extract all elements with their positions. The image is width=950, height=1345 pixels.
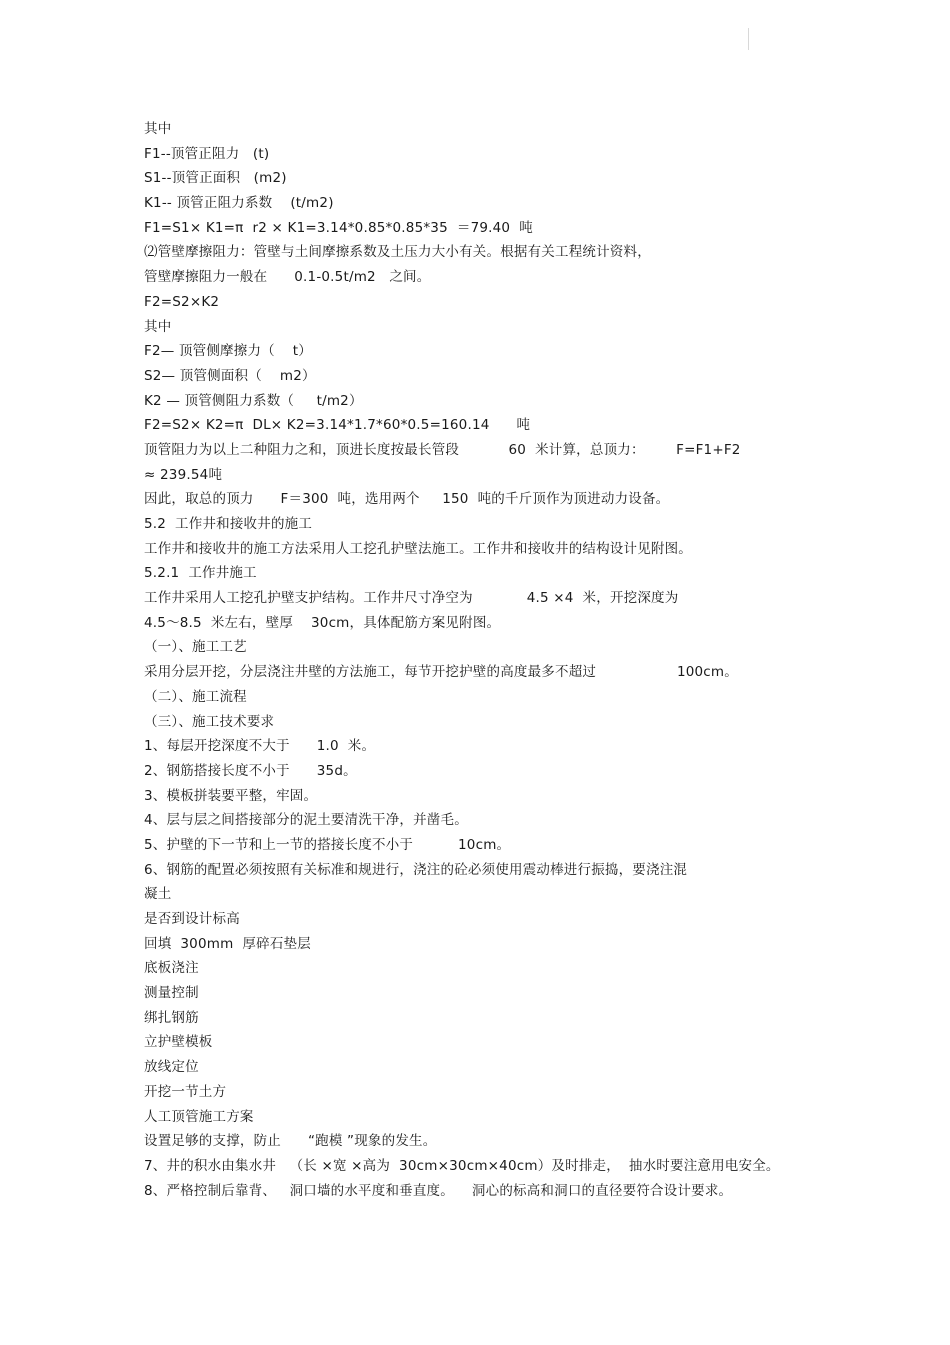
list-item: 3、模板拼装要平整，牢固。 <box>144 787 318 804</box>
text-line: 工作井采用人工挖孔护壁支护结构。工作井尺寸净空为 4.5 ×4 米，开挖深度为 <box>144 590 679 607</box>
section-heading: 5.2.1 工作井施工 <box>144 565 257 582</box>
list-item: 5、护壁的下一节和上一节的搭接长度不小于 10cm。 <box>144 836 511 853</box>
text-line: 人工顶管施工方案 <box>144 1108 254 1125</box>
list-item: 8、严格控制后靠背、 洞口墙的水平度和垂直度。 洞心的标高和洞口的直径要符合设计要求。 <box>144 1182 733 1199</box>
text-line: F2— 顶管侧摩擦力（ t） <box>144 343 313 360</box>
page-corner-mark <box>748 28 749 50</box>
flow-step: 开挖一节土方 <box>144 1083 227 1100</box>
subsection-heading: （二）、施工流程 <box>144 688 247 705</box>
section-heading: 5.2 工作井和接收井的施工 <box>144 516 313 532</box>
list-item: 4、层与层之间搭接部分的泥土要清洗干净，并凿毛。 <box>144 812 468 829</box>
text-line: K1-- 顶管正阻力系数 (t/m2) <box>144 195 334 212</box>
formula-line: F2=S2× K2=π DL× K2=3.14*1.7*60*0.5=160.14 吨 <box>144 417 531 434</box>
list-item: 7、井的积水由集水井 （长 ×宽 ×高为 30cm×30cm×40cm）及时排走， 抽水时要注意用电安全。 <box>144 1157 780 1174</box>
list-item: 6、钢筋的配置必须按照有关标准和规进行，浇注的砼必须使用震动棒进行振捣，要浇注混 <box>144 861 688 878</box>
flow-step: 放线定位 <box>144 1059 199 1076</box>
text-line: ≈ 239.54吨 <box>144 466 223 483</box>
formula-line: F2=S2×K2 <box>144 293 220 310</box>
text-line: K2 — 顶管侧阻力系数（ t/m2） <box>144 392 363 409</box>
list-item: 2、钢筋搭接长度不小于 35d。 <box>144 762 357 779</box>
flow-step: 立护壁模板 <box>144 1034 213 1051</box>
formula-line: F1=S1× K1=π r2 × K1=3.14*0.85*0.85*35 ＝79.40 吨 <box>144 219 533 236</box>
text-line: 工作井和接收井的施工方法采用人工挖孔护壁法施工。工作井和接收井的结构设计见附图。 <box>144 540 692 557</box>
text-line: S2— 顶管侧面积（ m2） <box>144 367 316 384</box>
text-line: 设置足够的支撑，防止 “跑模 ”现象的发生。 <box>144 1133 437 1150</box>
text-line: 4.5～8.5 米左右，壁厚 30cm，具体配筋方案见附图。 <box>144 614 501 631</box>
document-body <box>144 117 824 1203</box>
text-line: S1--顶管正面积 (m2) <box>144 170 287 187</box>
flow-step: 回填 300mm 厚碎石垫层 <box>144 935 311 952</box>
text-line: 管壁摩擦阻力一般在 0.1-0.5t/m2 之间。 <box>144 269 431 286</box>
text-line: 顶管阻力为以上二种阻力之和，顶进长度按最长管段 60 米计算，总顶力： F=F1+F2 <box>144 441 741 458</box>
flow-step: 绑扎钢筋 <box>144 1009 199 1026</box>
list-item: 1、每层开挖深度不大于 1.0 米。 <box>144 738 376 755</box>
text-line: F1--顶管正阻力 (t) <box>144 145 270 162</box>
flow-step: 是否到设计标高 <box>144 911 240 927</box>
flow-step: 底板浇注 <box>144 960 199 977</box>
text-line: 其中 <box>144 318 172 335</box>
subsection-heading: （三）、施工技术要求 <box>144 713 275 730</box>
flow-step: 测量控制 <box>144 985 199 1002</box>
text-line: 其中 <box>144 121 172 137</box>
text-line: ⑵管壁摩擦阻力：管壁与土间摩擦系数及土压力大小有关。根据有关工程统计资料， <box>144 244 651 261</box>
text-line: 因此，取总的顶力 F＝300 吨，选用两个 150 吨的千斤顶作为顶进动力设备。 <box>144 491 670 508</box>
text-line: 凝土 <box>144 886 172 903</box>
subsection-heading: （一）、施工工艺 <box>144 639 247 656</box>
text-line: 采用分层开挖，分层浇注井壁的方法施工，每节开挖护壁的高度最多不超过 100cm。 <box>144 664 738 681</box>
